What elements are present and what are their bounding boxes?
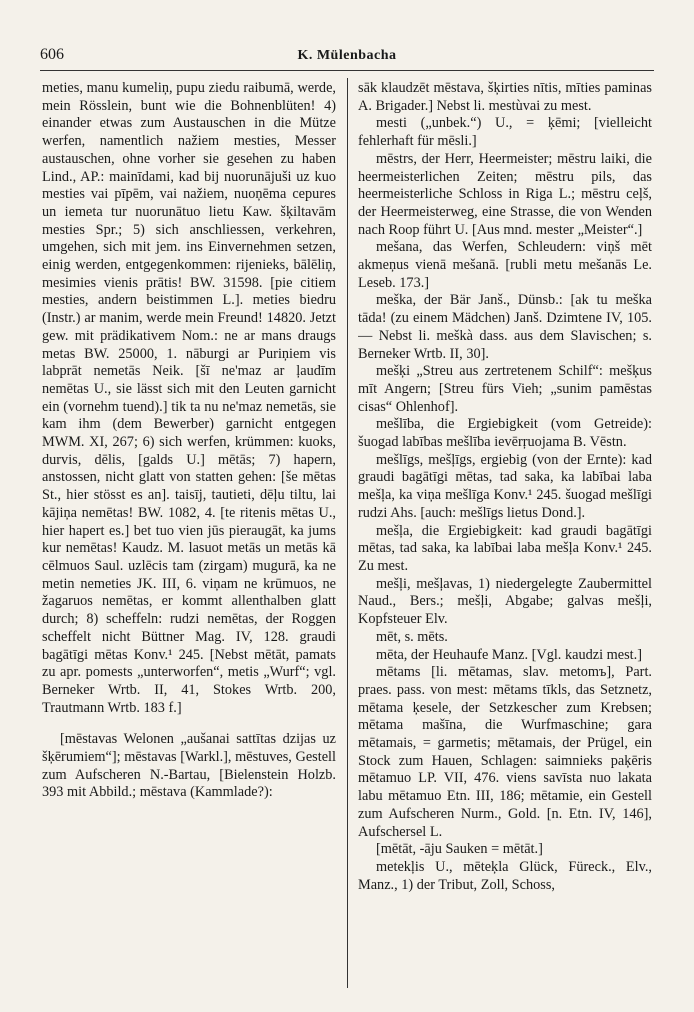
entry-met: mēt, s. mēts.	[376, 628, 448, 645]
right-column	[358, 80, 652, 990]
entry-meta: mēta, der Heuhaufe Manz. [Vgl. kaudzi mest.]	[376, 646, 642, 663]
entry-mesligs: mešlīgs, mešļīgs, ergiebig (von der Ernte): kad graudi bagātīgi mētas, tad saka, ka labībai laba mešļa, ka viņa mešlīga Konv.¹ 245. šuogad mešlīgi rudzi Ahs. [auch: mešlīgs lietus Dond.].	[358, 451, 652, 521]
entry-mestavas: [mēstavas Welonen „aušanai sattītas dzijas uz šķērumiem“]; mēstavas [Warkl.], mēstuves, Gestell zum Aufscheren N.-Bartau, [Bielenstein Holzb. 393 mit Abbild.; mēstava (Kammlade?):	[42, 731, 336, 801]
entry-mestrs: mēstrs, der Herr, Heermeister; mēstru laiki, die heermeisterlichen Zeiten; mēstru pils, das heermeisterliche Schloss in Riga L.; mēstru ceļš, der Heermeisterweg, eine Strasse, die von Wenden nach Roop führt U. [Aus mnd. mester „Meister“.]	[358, 150, 652, 238]
entry-gap	[42, 717, 336, 731]
entry-meteklis: metekļis U., mēteķla Glück, Füreck., Elv., Manz., 1) der Tribut, Zoll, Schoss,	[358, 858, 652, 893]
page-number: 606	[40, 46, 64, 63]
entry-mesana: mešana, das Werfen, Schleudern: viņš mēt akmeņus vienā mešanā. [rubli metu mešanās Le. Leseb. 173.]	[358, 239, 652, 291]
entry-metams: mētams [li. mētamas, slav. metomъ], Part. praes. pass. von mest: mētams tīkls, das Setznetz, mētama ķesele, der Setzkescher zum Krebsen; mētama mašīna, die Wurfmaschine; gara mētamais, = garmetis; mētamais, der Prügel, ein Stock zum Hauen, Schlagen: saimnieks paķēris mētamuo LP. VII, 476. viens savīsta nuo lakata labu mētamuo Etn. III, 186; mētamie, ein Gestell zum Aufscheren Nurm., Gold. [n. Etn. IV, 146], Aufschersel L.	[358, 664, 652, 840]
entry-meties-continued: meties, manu kumeliņ, pupu ziedu raibumā, werde, mein Rösslein, bunt wie die Bohnenblüten! 4) einander etwas zum Austauschen in die Mütze werfen, namentlich nažiem mesties, Messer austauschen, ohne vorher sie gesehen zu haben Lind., AP.: mainīdami, kad bij nuorunājuši uz kuo mesties vai pīpēm, vai nažiem, nuoņēma cepures un iemeta tur nuorunātuo lietu Kaw. šķiltavām mesties Spr.; 5) sich anschliessen, verkehren, umgehen, sich mit jem. ins Einvernehmen setzen, einig werden, entgegenkommen: rijenieks, bālēliņ, mesimies vienis prātis! BW. 31598. [pie citiem mesties, andern beistimmen L.]. meties biedru (Instr.) ar manim, werde mein Freund! 14820. Jetzt gew. mit prädikativem Nom.: ne ar mans draugs metas BW. 25000, 1. nāburgi ar Puriņiem vis labprāt nemetās Neik. [šī ne'maz ar ļaudīm nemētas U., sie lässt sich mit den Leuten garnicht ein (vornehm tuend).] tik ta nu ne'maz nemetās, sie kam ihm (dem Bewerber) garnicht entgegen MWM. XI, 267; 6) sich werfen, krümmen: kuoks, durvis, dēlis, [galds U.] mētās; 7) hapern, anstossen, nicht glatt von statten gehen: [še mētas St., hier stösst es an]. taisīj, tautieti, dēļu tiltu, lai kājiņa nemētas! BW. 1082, 4. [te ritenis mētas U., hier hapert es.] bet tuo vien jūs pieraugāt, ka jums kur nemētas! Kaudz. M. lasuot metās un metās kā cēlmuos Saul. uzlēcis tam (zirgam) mugurā, ka ne metin nemeties JK. III, 6. viņam ne krūmuos, ne žagaruos nemētas, er kommt allenthalben glatt durch; 8) scheffeln: rudzi nemētas, der Roggen scheffelt nicht Büttner Mag. IV, 128. graudi bagātīgi mētas Konv.¹ 245. [Nebst mētāt, pamats zu apr. pomests „unterworfen“, metis „Wurf“; vgl. Berneker Wrtb. II, 41, Stokes Wrtb. 200, Trautmann Wrtb. 183 f.]	[42, 80, 336, 716]
entry-mesli: mešļi, mešļavas, 1) niedergelegte Zaubermittel Naud., Bers.; mešļi, Abgabe; galvas mešļi, Kopfsteuer Elv.	[358, 575, 652, 628]
column-divider	[347, 78, 348, 988]
left-column	[42, 80, 336, 990]
entry-meslība: mešlība, die Ergiebigkeit (vom Getreide): šuogad labības mešlība ievērŗuojama B. Vēstn.	[358, 416, 652, 451]
entry-meska: meška, der Bär Janš., Dünsb.: [ak tu meška tāda! (zu einem Mädchen) Janš. Dzimtene IV, 105. — Nebst li. meškà dass. aus dem Slavischen; s. Berneker Wrtb. II, 30].	[358, 292, 652, 362]
entry-mesla: mešļa, die Ergiebigkeit: kad graudi bagātīgi mētas, tad saka, ka labībai laba mešļa Konv.¹ 245. Zu mest.	[358, 522, 652, 574]
entry-mesti: mesti („unbek.“) U., = ķēmi; [vielleicht fehlerhaft für mēsli.]	[358, 115, 652, 150]
entry-mestavas-continued: sāk klaudzēt mēstava, šķirties nītis, mīties paminas A. Brigader.] Nebst li. mestùvai zu mest.	[358, 80, 652, 114]
page-header	[40, 40, 654, 71]
entry-metat: [mētāt, -āju Sauken = mētāt.]	[376, 841, 543, 858]
running-head: K. Mülenbacha	[297, 48, 397, 63]
entry-meski: mešķi „Streu aus zertretenem Schilf“: mešķus mīt Angern; [Streu fürs Vieh; „sunim pamēstas cisas“ Ohlenhof].	[358, 363, 652, 415]
